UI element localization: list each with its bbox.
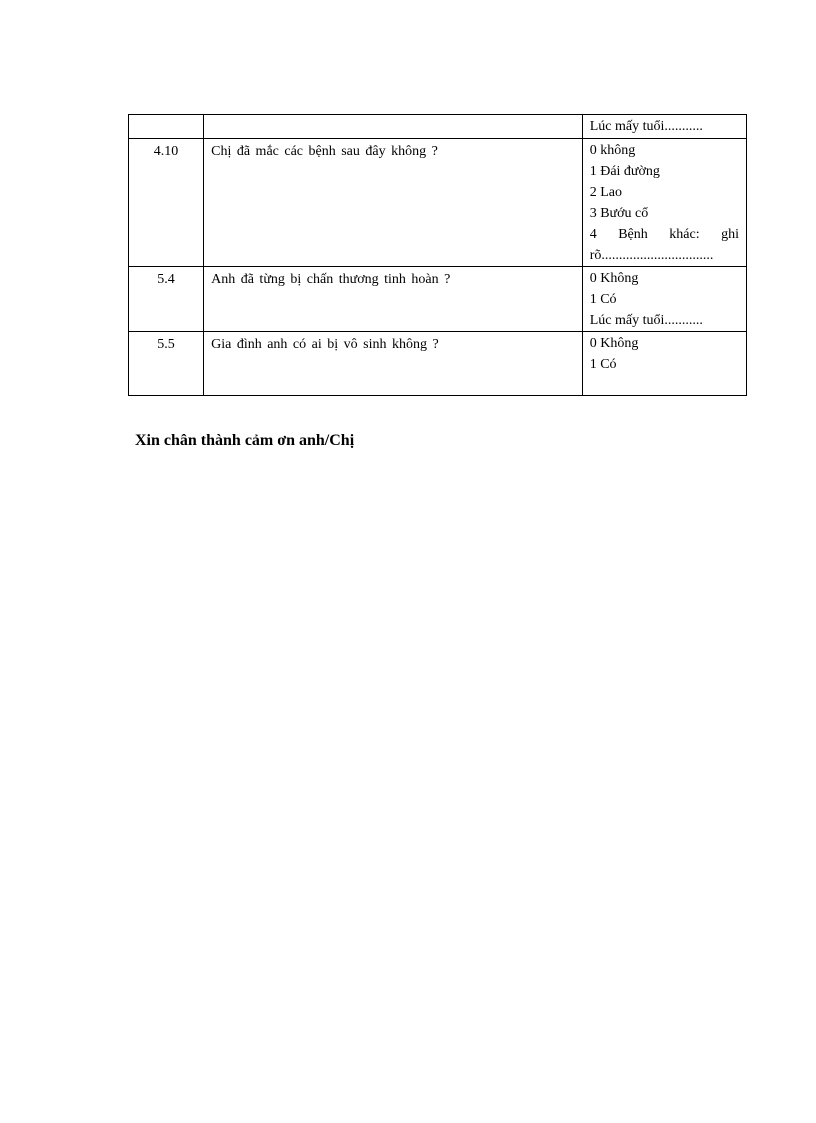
answer-word: ghi — [721, 227, 739, 242]
answer-option: 0 Không — [589, 336, 639, 351]
answer-option: 0 không — [589, 143, 636, 158]
answer-option: 1 Có — [589, 292, 617, 307]
question-number: 4.10 — [129, 139, 204, 267]
answer-option: 1 Có — [589, 357, 617, 372]
answer-options — [582, 267, 746, 332]
survey-table — [128, 114, 747, 396]
answer-option-fill-line: rõ................................ — [589, 248, 714, 263]
table-row — [129, 115, 747, 139]
answer-option: Lúc mấy tuổi........... — [589, 313, 703, 328]
question-text — [204, 115, 583, 139]
answer-option: 0 Không — [589, 271, 639, 286]
answer-options — [582, 332, 746, 396]
question-text: Anh đã từng bị chấn thương tinh hoàn ? — [204, 267, 583, 332]
question-number: 5.5 — [129, 332, 204, 396]
answer-word: 4 — [589, 227, 597, 242]
answer-option: Lúc mấy tuổi........... — [589, 119, 703, 134]
table-row — [129, 267, 747, 332]
table-row — [129, 332, 747, 396]
answer-option: 3 Bướu cổ — [589, 206, 649, 221]
answer-option-other — [590, 224, 739, 245]
answer-word: khác: — [669, 227, 700, 242]
question-number: 5.4 — [129, 267, 204, 332]
answer-option: 2 Lao — [589, 185, 622, 200]
table-row — [129, 139, 747, 267]
question-text: Chị đã mắc các bệnh sau đây không ? — [204, 139, 583, 267]
answer-options — [582, 115, 746, 139]
closing-thanks: Xin chân thành cảm ơn anh/Chị — [135, 432, 355, 449]
question-number — [129, 115, 204, 139]
answer-word: Bệnh — [618, 227, 648, 242]
answer-options — [582, 139, 746, 267]
question-text: Gia đình anh có ai bị vô sinh không ? — [204, 332, 583, 396]
answer-option: 1 Đái đường — [589, 164, 660, 179]
